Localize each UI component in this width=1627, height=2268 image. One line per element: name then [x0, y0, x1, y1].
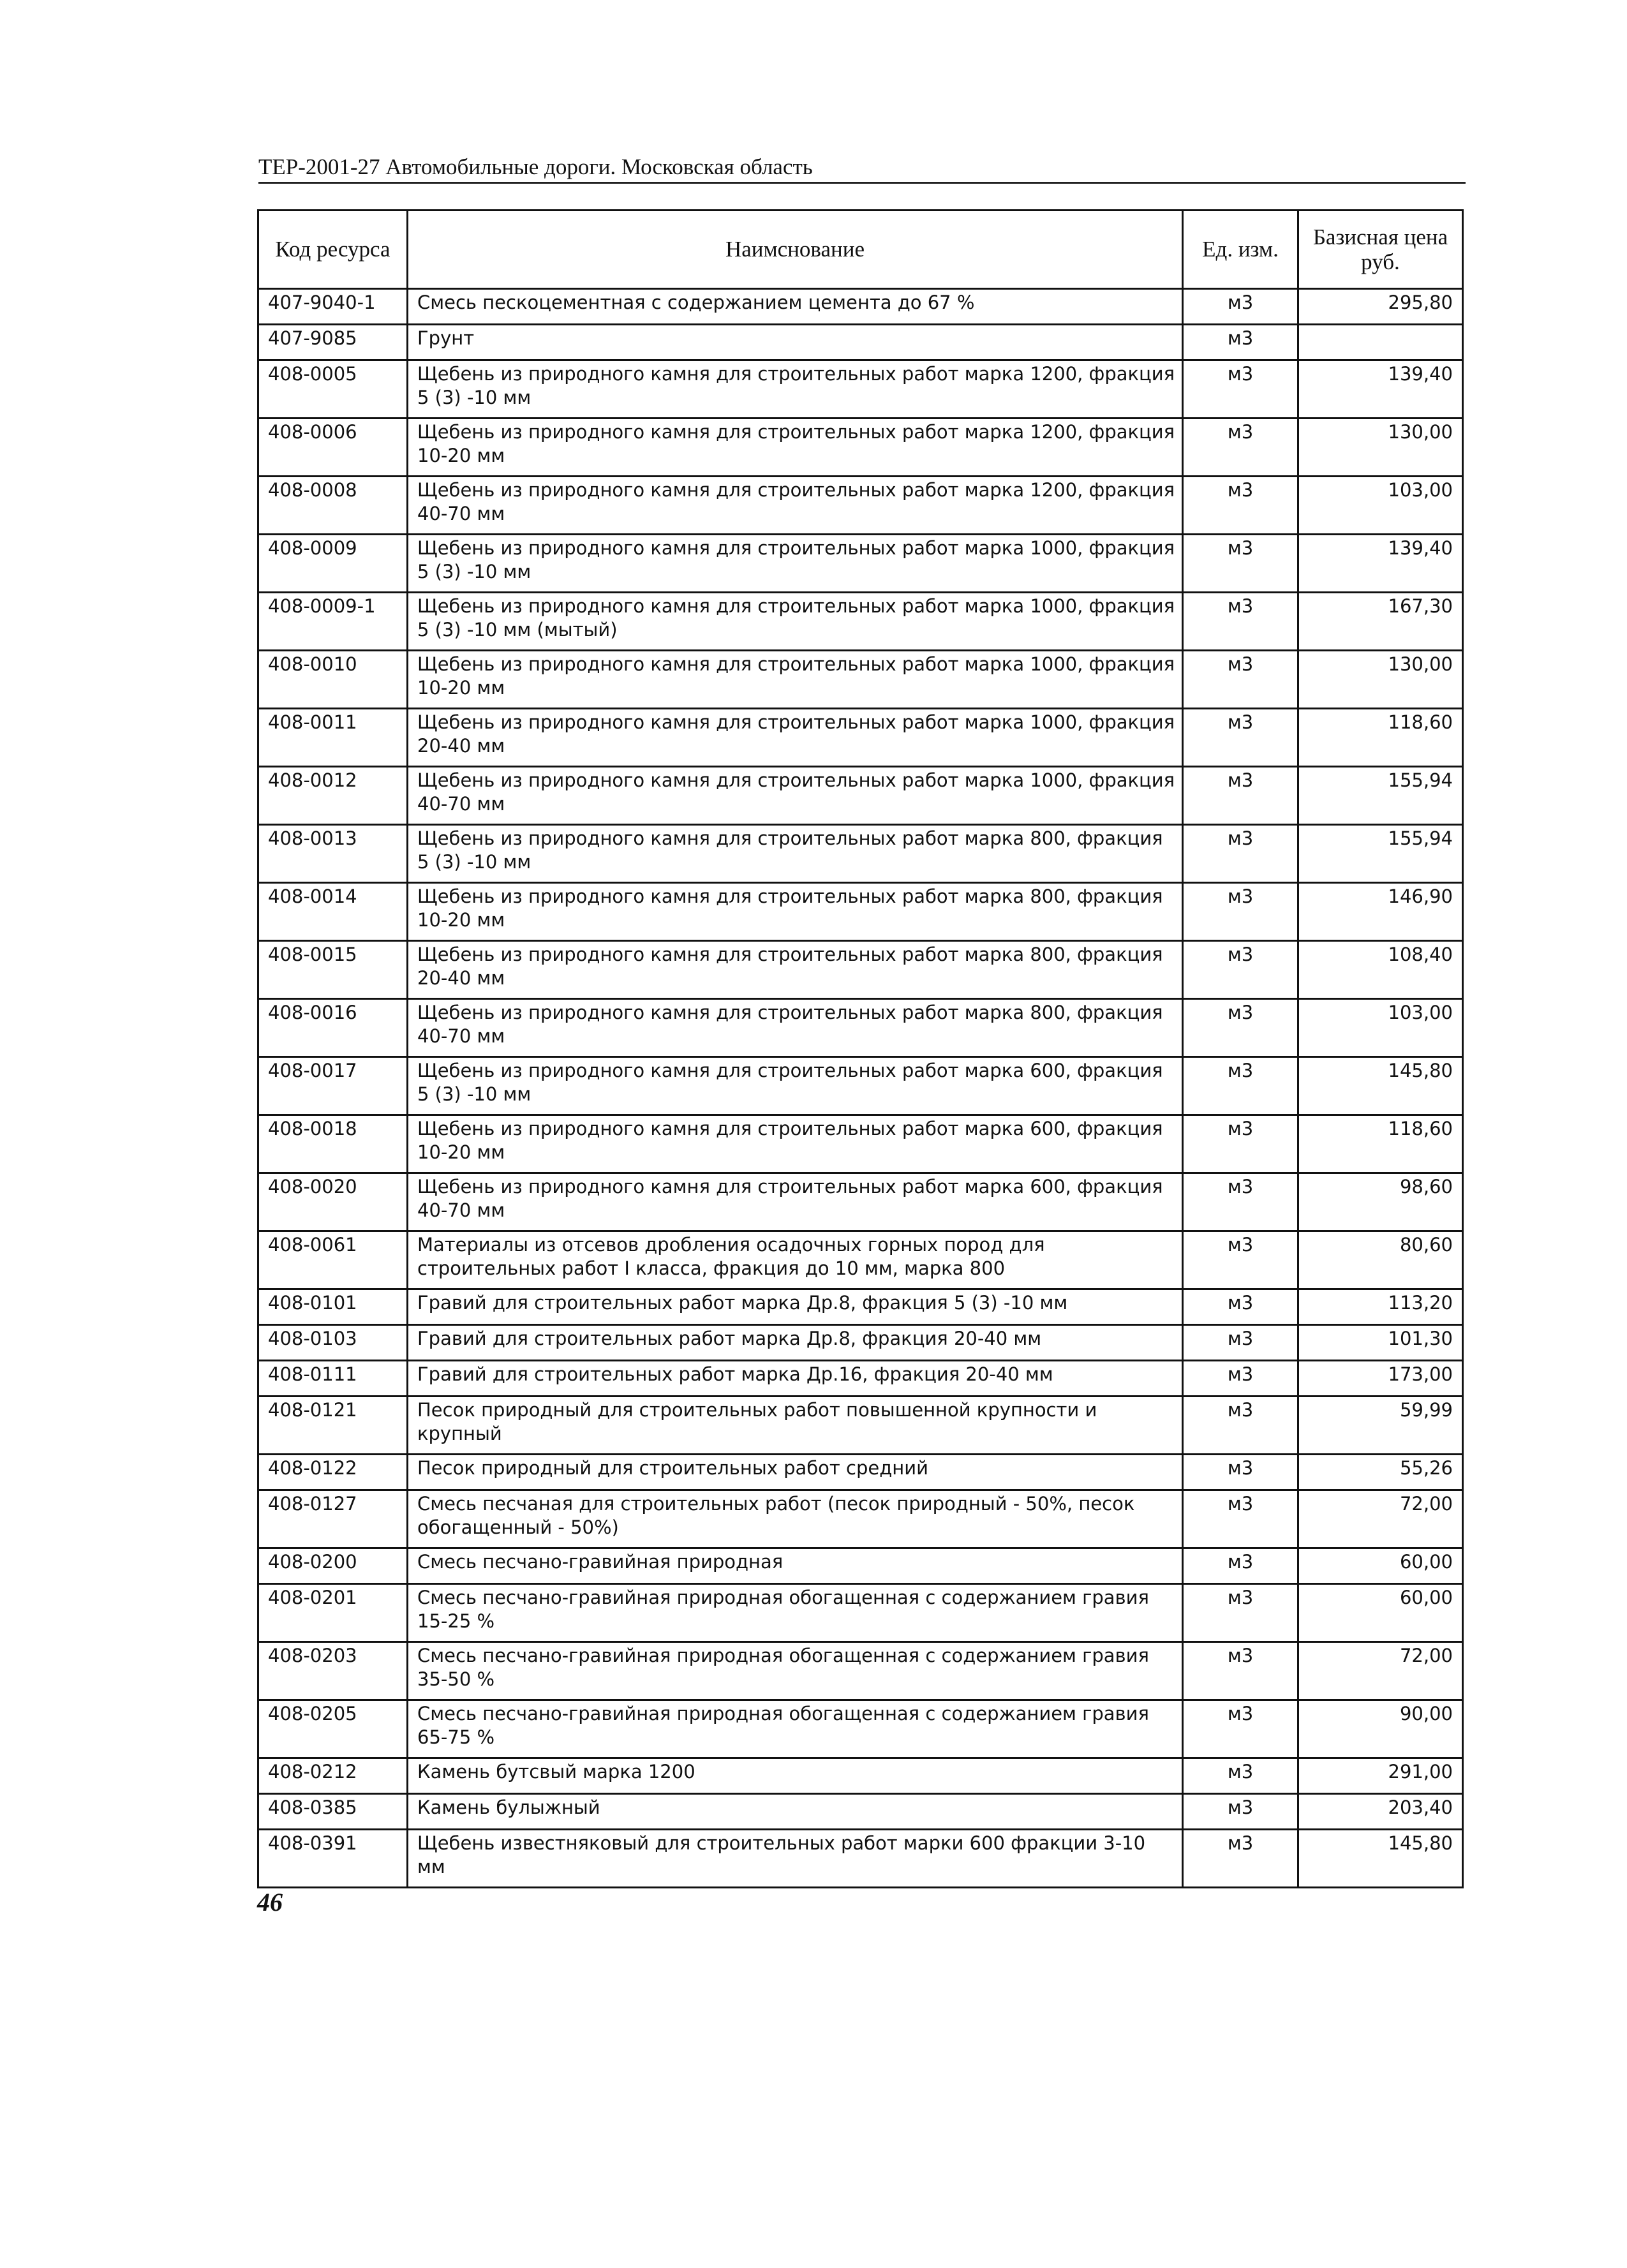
resource-code: 408-0011 [258, 709, 408, 767]
table-row [258, 1231, 1463, 1289]
resource-code: 407-9085 [258, 325, 408, 360]
resource-unit: м3 [1183, 1397, 1298, 1455]
table-row [258, 593, 1463, 651]
resource-code: 408-0009 [258, 535, 408, 593]
resource-unit: м3 [1183, 883, 1298, 941]
column-header-unit: Ед. изм. [1183, 211, 1298, 289]
resource-price: 203,40 [1298, 1794, 1463, 1830]
resource-name: Щебень из природного камня для строительных работ марка 600, фракция 5 (3) -10 мм [408, 1057, 1183, 1115]
table-row [258, 1642, 1463, 1700]
resource-price: 108,40 [1298, 941, 1463, 999]
resource-name: Щебень из природного камня для строительных работ марка 1000, фракция 10-20 мм [408, 651, 1183, 709]
resource-unit: м3 [1183, 593, 1298, 651]
table-row [258, 651, 1463, 709]
resource-code: 408-0014 [258, 883, 408, 941]
page-header: ТЕР-2001-27 Автомобильные дороги. Московская область [258, 154, 1466, 184]
resource-code: 408-0127 [258, 1490, 408, 1548]
resource-name: Щебень известняковый для строительных работ марки 600 фракции 3-10 мм [408, 1830, 1183, 1888]
resource-code: 408-0009-1 [258, 593, 408, 651]
resource-unit: м3 [1183, 709, 1298, 767]
resource-code: 408-0212 [258, 1758, 408, 1794]
table-row [258, 1584, 1463, 1642]
resource-price: 113,20 [1298, 1289, 1463, 1325]
resource-name: Гравий для строительных работ марка Др.8, фракция 5 (3) -10 мм [408, 1289, 1183, 1325]
resource-code: 408-0203 [258, 1642, 408, 1700]
resource-unit: м3 [1183, 325, 1298, 360]
table-row [258, 325, 1463, 360]
resource-price: 72,00 [1298, 1490, 1463, 1548]
resource-code: 408-0015 [258, 941, 408, 999]
resource-code: 408-0101 [258, 1289, 408, 1325]
resource-name: Щебень из природного камня для строительных работ марка 1000, фракция 20-40 мм [408, 709, 1183, 767]
resource-code: 408-0010 [258, 651, 408, 709]
resource-price: 90,00 [1298, 1700, 1463, 1758]
resource-name: Грунт [408, 325, 1183, 360]
resource-code: 408-0005 [258, 360, 408, 419]
resource-code: 408-0385 [258, 1794, 408, 1830]
resource-unit: м3 [1183, 1830, 1298, 1888]
resource-unit: м3 [1183, 1794, 1298, 1830]
resource-unit: м3 [1183, 767, 1298, 825]
table-row [258, 1455, 1463, 1490]
resource-price: 291,00 [1298, 1758, 1463, 1794]
resource-price: 155,94 [1298, 767, 1463, 825]
resource-price: 72,00 [1298, 1642, 1463, 1700]
resource-unit: м3 [1183, 289, 1298, 325]
resource-unit: м3 [1183, 1057, 1298, 1115]
resource-code: 408-0205 [258, 1700, 408, 1758]
resource-code: 408-0201 [258, 1584, 408, 1642]
table-row [258, 289, 1463, 325]
table-row [258, 1490, 1463, 1548]
resource-unit: м3 [1183, 1173, 1298, 1231]
table-row [258, 1794, 1463, 1830]
resource-code: 408-0013 [258, 825, 408, 883]
table-row [258, 1700, 1463, 1758]
table-row [258, 477, 1463, 535]
resource-name: Щебень из природного камня для строительных работ марка 600, фракция 10-20 мм [408, 1115, 1183, 1173]
table-row [258, 1397, 1463, 1455]
resource-price: 55,26 [1298, 1455, 1463, 1490]
resource-code: 408-0008 [258, 477, 408, 535]
resource-name: Щебень из природного камня для строительных работ марка 1000, фракция 5 (3) -10 мм (мытый) [408, 593, 1183, 651]
resource-name: Смесь песчано-гравийная природная [408, 1548, 1183, 1584]
resource-price: 130,00 [1298, 419, 1463, 477]
table-row [258, 709, 1463, 767]
resource-unit: м3 [1183, 651, 1298, 709]
resource-name: Гравий для строительных работ марка Др.16, фракция 20-40 мм [408, 1361, 1183, 1397]
resource-name: Щебень из природного камня для строительных работ марка 1200, фракция 40-70 мм [408, 477, 1183, 535]
resource-name: Щебень из природного камня для строительных работ марка 1200, фракция 5 (3) -10 мм [408, 360, 1183, 419]
resource-name: Гравий для строительных работ марка Др.8, фракция 20-40 мм [408, 1325, 1183, 1361]
resource-price: 103,00 [1298, 477, 1463, 535]
resource-code: 408-0061 [258, 1231, 408, 1289]
resource-unit: м3 [1183, 1325, 1298, 1361]
resource-code: 408-0391 [258, 1830, 408, 1888]
table-row [258, 419, 1463, 477]
resource-unit: м3 [1183, 360, 1298, 419]
resource-name: Щебень из природного камня для строительных работ марка 800, фракция 20-40 мм [408, 941, 1183, 999]
column-header-name: Наимснование [408, 211, 1183, 289]
resource-price: 60,00 [1298, 1584, 1463, 1642]
resource-name: Смесь пескоцементная с содержанием цемента до 67 % [408, 289, 1183, 325]
resource-name: Смесь песчаная для строительных работ (песок природный - 50%, песок обогащенный - 50%) [408, 1490, 1183, 1548]
resource-unit: м3 [1183, 1115, 1298, 1173]
resource-price: 101,30 [1298, 1325, 1463, 1361]
resource-price: 103,00 [1298, 999, 1463, 1057]
resource-unit: м3 [1183, 1548, 1298, 1584]
resource-code: 408-0012 [258, 767, 408, 825]
table-row [258, 1115, 1463, 1173]
table-header-row [258, 211, 1463, 289]
resource-price: 295,80 [1298, 289, 1463, 325]
resource-name: Щебень из природного камня для строительных работ марка 1000, фракция 40-70 мм [408, 767, 1183, 825]
table-row [258, 1758, 1463, 1794]
resource-code: 408-0103 [258, 1325, 408, 1361]
resource-price: 60,00 [1298, 1548, 1463, 1584]
resource-unit: м3 [1183, 419, 1298, 477]
resource-code: 408-0018 [258, 1115, 408, 1173]
resource-code: 408-0121 [258, 1397, 408, 1455]
resource-name: Смесь песчано-гравийная природная обогащенная с содержанием гравия 35-50 % [408, 1642, 1183, 1700]
table-row [258, 825, 1463, 883]
resource-price: 130,00 [1298, 651, 1463, 709]
table-row [258, 1173, 1463, 1231]
table-row [258, 767, 1463, 825]
resource-price: 173,00 [1298, 1361, 1463, 1397]
table-body [258, 289, 1463, 1888]
resource-unit: м3 [1183, 1455, 1298, 1490]
resource-name: Щебень из природного камня для строительных работ марка 800, фракция 5 (3) -10 мм [408, 825, 1183, 883]
resource-price: 98,60 [1298, 1173, 1463, 1231]
resource-price: 59,99 [1298, 1397, 1463, 1455]
resource-price: 145,80 [1298, 1057, 1463, 1115]
resource-price: 145,80 [1298, 1830, 1463, 1888]
resource-code: 408-0200 [258, 1548, 408, 1584]
resource-code: 408-0016 [258, 999, 408, 1057]
table-row [258, 1361, 1463, 1397]
resource-unit: м3 [1183, 1231, 1298, 1289]
resource-code: 408-0111 [258, 1361, 408, 1397]
resource-price: 139,40 [1298, 360, 1463, 419]
resource-price: 167,30 [1298, 593, 1463, 651]
resource-code: 408-0006 [258, 419, 408, 477]
resource-name: Щебень из природного камня для строительных работ марка 800, фракция 10-20 мм [408, 883, 1183, 941]
resource-unit: м3 [1183, 1490, 1298, 1548]
resource-name: Щебень из природного камня для строительных работ марка 600, фракция 40-70 мм [408, 1173, 1183, 1231]
resource-name: Камень булыжный [408, 1794, 1183, 1830]
resource-name: Песок природный для строительных работ повышенной крупности и крупный [408, 1397, 1183, 1455]
resource-price: 118,60 [1298, 709, 1463, 767]
resource-unit: м3 [1183, 999, 1298, 1057]
resource-name: Щебень из природного камня для строительных работ марка 1000, фракция 5 (3) -10 мм [408, 535, 1183, 593]
resource-unit: м3 [1183, 1758, 1298, 1794]
resource-price: 118,60 [1298, 1115, 1463, 1173]
resource-name: Смесь песчано-гравийная природная обогащенная с содержанием гравия 65-75 % [408, 1700, 1183, 1758]
resource-code: 408-0020 [258, 1173, 408, 1231]
column-header-code: Код ресурса [258, 211, 408, 289]
resource-price: 155,94 [1298, 825, 1463, 883]
resource-price [1298, 325, 1463, 360]
resource-name: Материалы из отсевов дробления осадочных горных пород для строительных работ I класса, фракция до 10 мм, марка 800 [408, 1231, 1183, 1289]
table-row [258, 1057, 1463, 1115]
resource-code: 408-0122 [258, 1455, 408, 1490]
resource-name: Щебень из природного камня для строительных работ марка 1200, фракция 10-20 мм [408, 419, 1183, 477]
table-row [258, 360, 1463, 419]
table-row [258, 1830, 1463, 1888]
resource-unit: м3 [1183, 941, 1298, 999]
column-header-price: Базисная цена руб. [1298, 211, 1463, 289]
resource-name: Камень бутсвый марка 1200 [408, 1758, 1183, 1794]
resource-unit: м3 [1183, 477, 1298, 535]
page-number: 46 [257, 1888, 283, 1916]
resource-unit: м3 [1183, 825, 1298, 883]
table-row [258, 941, 1463, 999]
resource-unit: м3 [1183, 1289, 1298, 1325]
resource-name: Смесь песчано-гравийная природная обогащенная с содержанием гравия 15-25 % [408, 1584, 1183, 1642]
resource-code: 407-9040-1 [258, 289, 408, 325]
table-row [258, 999, 1463, 1057]
resource-price-table [257, 209, 1464, 1888]
resource-unit: м3 [1183, 1700, 1298, 1758]
table-row [258, 1325, 1463, 1361]
resource-unit: м3 [1183, 1361, 1298, 1397]
resource-unit: м3 [1183, 1584, 1298, 1642]
resource-price: 139,40 [1298, 535, 1463, 593]
resource-price: 146,90 [1298, 883, 1463, 941]
table-row [258, 883, 1463, 941]
resource-price: 80,60 [1298, 1231, 1463, 1289]
resource-unit: м3 [1183, 535, 1298, 593]
table-row [258, 1289, 1463, 1325]
table-row [258, 535, 1463, 593]
resource-name: Щебень из природного камня для строительных работ марка 800, фракция 40-70 мм [408, 999, 1183, 1057]
resource-code: 408-0017 [258, 1057, 408, 1115]
resource-unit: м3 [1183, 1642, 1298, 1700]
table-row [258, 1548, 1463, 1584]
resource-name: Песок природный для строительных работ средний [408, 1455, 1183, 1490]
